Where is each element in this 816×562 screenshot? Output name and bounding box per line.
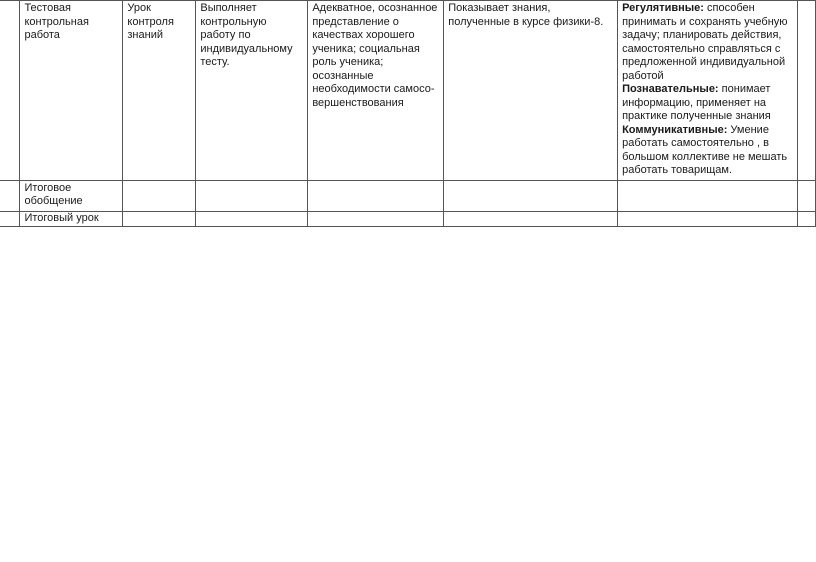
- subject-results-cell: Показывает знания, полученные в курсе физики-8.: [444, 1, 618, 181]
- communicative-label: Коммуникативные:: [622, 123, 728, 136]
- cognitive-label: Познавательные:: [622, 83, 719, 95]
- personal-results-cell: [308, 211, 444, 226]
- extra-cell: [797, 1, 815, 181]
- number-cell: [0, 1, 20, 181]
- lesson-plan-table: [0, 0, 816, 227]
- uud-cell: [618, 1, 798, 181]
- topic-cell: Итоговое обобщение: [20, 180, 123, 211]
- activity-cell: [196, 180, 308, 211]
- regulatory-label: Регулятивные:: [622, 2, 704, 14]
- uud-cell: [618, 211, 798, 226]
- topic-cell: Тестовая контрольная работа: [20, 1, 123, 181]
- table-row: [0, 211, 816, 226]
- subject-results-cell: [444, 211, 618, 226]
- communicative-text: Умение работать самостоятельно , в большом коллективе не мешать работать товарищам.: [622, 123, 788, 176]
- number-cell: [0, 211, 20, 226]
- table-row: [0, 180, 816, 211]
- personal-results-cell: Адекватное, осознанное представление о качествах хорошего ученика; социальная роль ученика; осознанные необходимости самосо-вершенствования: [308, 1, 444, 181]
- topic-cell: Итоговый урок: [20, 211, 123, 226]
- lesson-type-cell: Урок контроля знаний: [123, 1, 196, 181]
- activity-cell: [196, 211, 308, 226]
- activity-cell: Выполняет контрольную работу по индивидуальному тесту.: [196, 1, 308, 181]
- extra-cell: [797, 211, 815, 226]
- subject-results-cell: [444, 180, 618, 211]
- regulatory-text: способен принимать и сохранять учебную задачу; планировать действия, самостоятельно справляться с предложенной индивидуальной работой: [622, 2, 788, 82]
- lesson-type-cell: [123, 180, 196, 211]
- extra-cell: [797, 180, 815, 211]
- number-cell: [0, 180, 20, 211]
- cognitive-text: понимает информацию, применяет на практике полученные знания: [622, 83, 771, 122]
- table-row: [0, 1, 816, 181]
- personal-results-cell: [308, 180, 444, 211]
- lesson-type-cell: [123, 211, 196, 226]
- uud-cell: [618, 180, 798, 211]
